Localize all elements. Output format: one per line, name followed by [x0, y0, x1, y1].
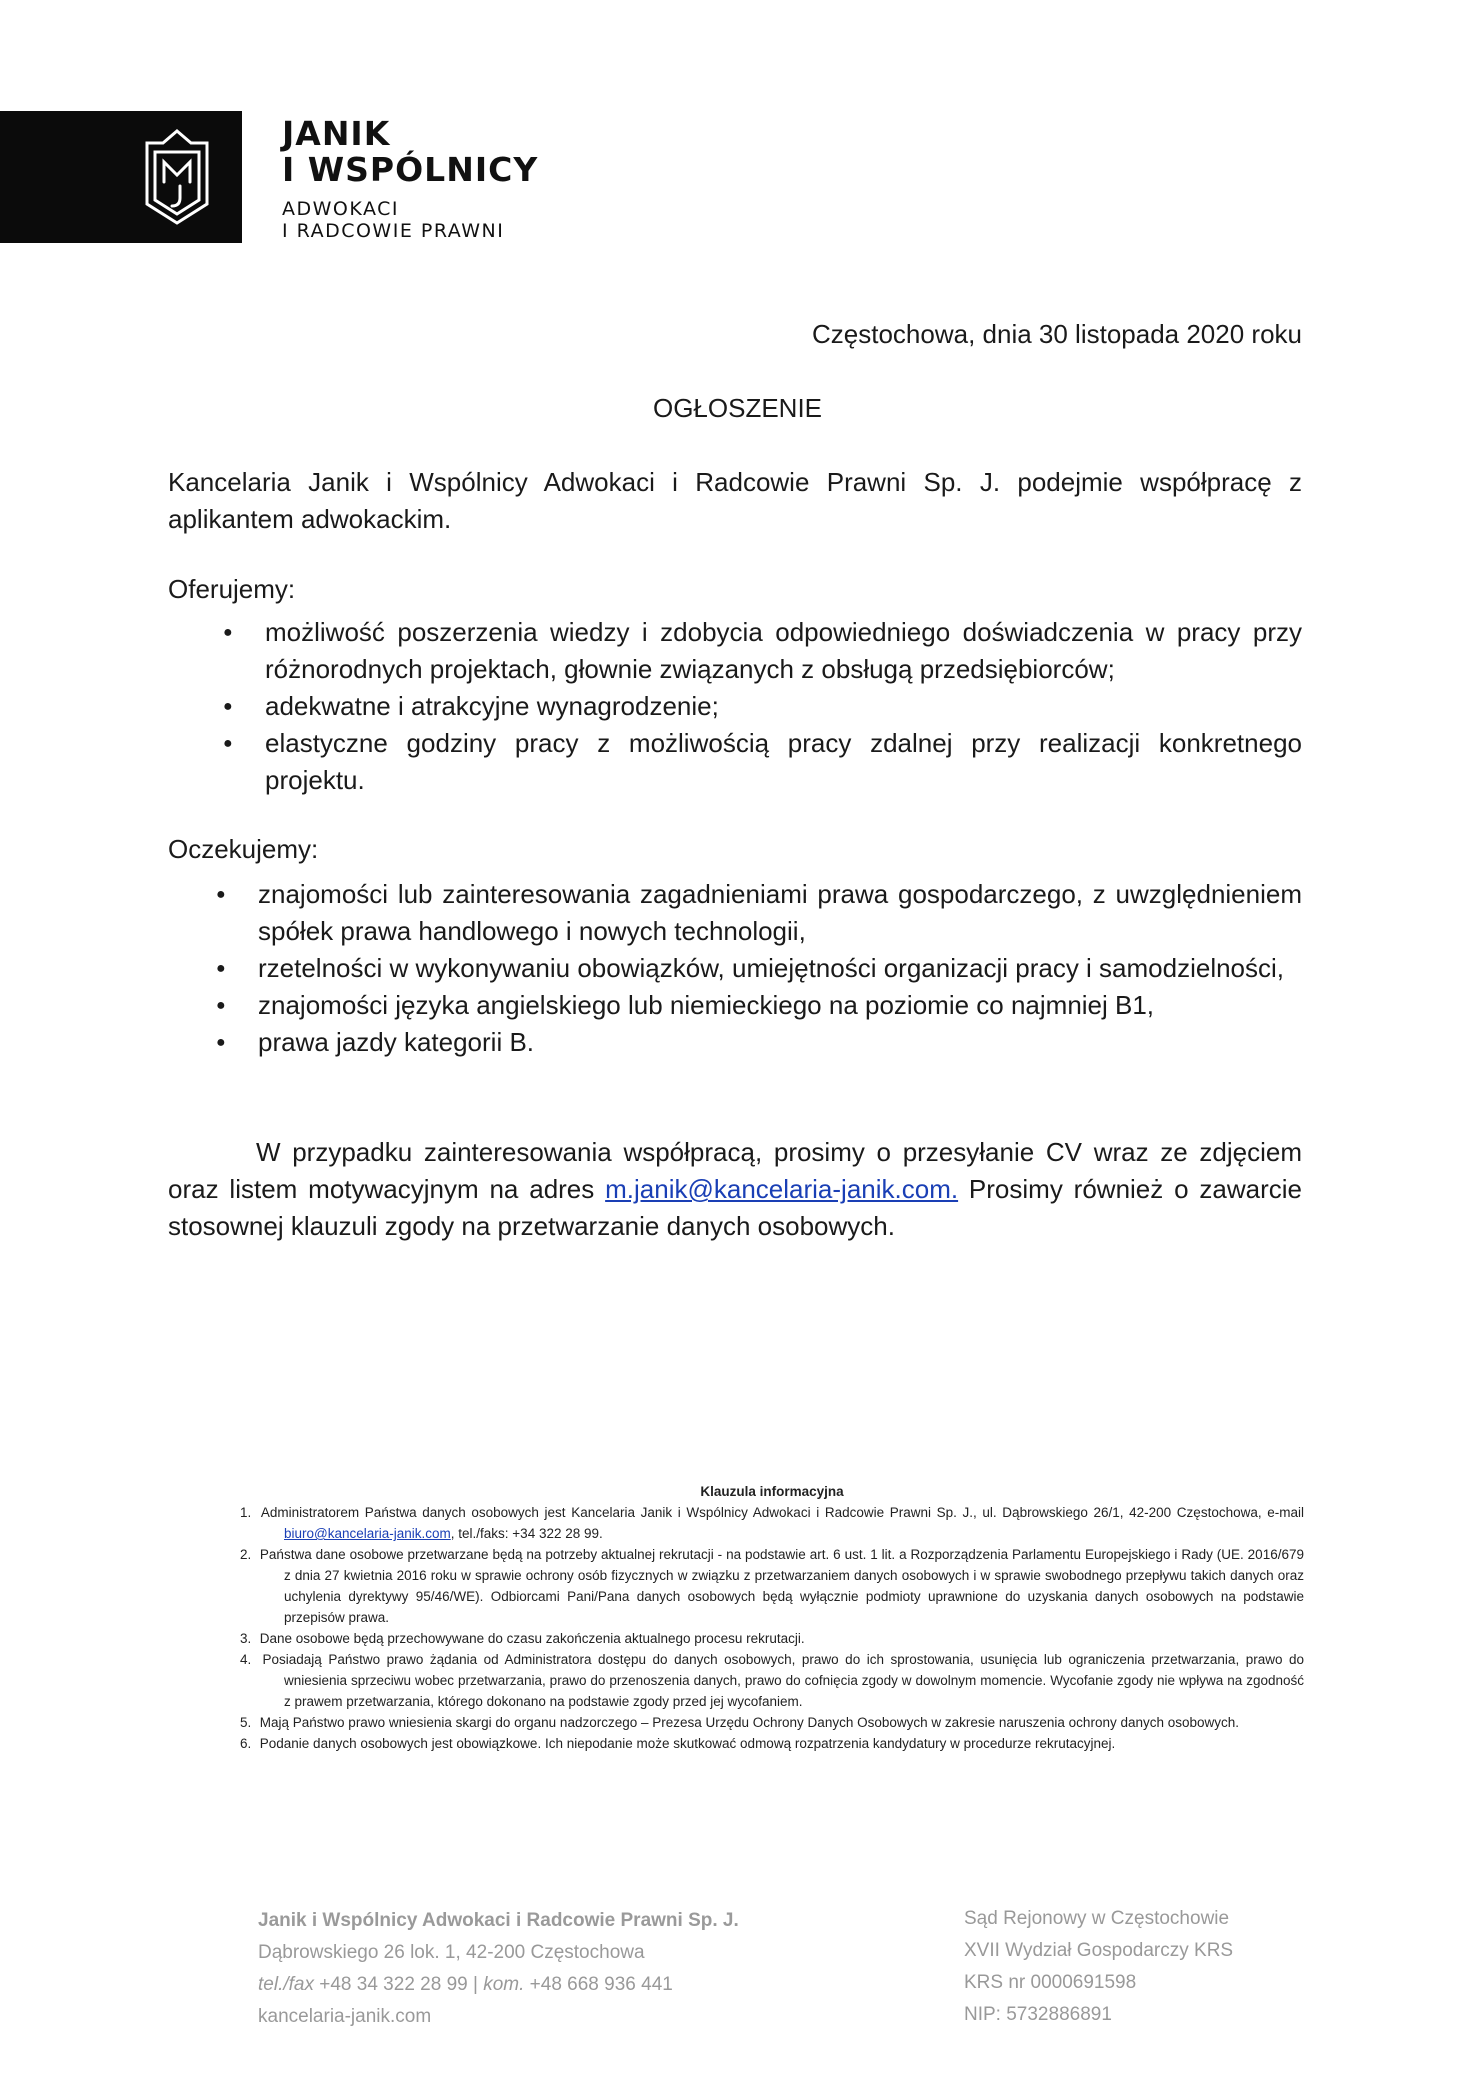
brand-name-line2: I WSPÓLNICY: [282, 150, 539, 189]
information-clause: [240, 1481, 1304, 1754]
footer-phones: tel./fax +48 34 322 28 99 | kom. +48 668 936 441: [258, 1974, 673, 1995]
list-item: ● rzetelności w wykonywaniu obowiązków, umiejętności organizacji pracy i samodzielności,: [258, 950, 1302, 987]
expectations-list: [258, 876, 1302, 1061]
closing-text-after: Prosimy również o zawarcie stosownej klauzuli zgody na przetwarzanie danych osobowych.: [168, 1174, 1302, 1241]
footer-division: XVII Wydział Gospodarczy KRS: [964, 1940, 1234, 1961]
clause-item: 3. Dane osobowe będą przechowywane do czasu zakończenia aktualnego procesu rekrutacji.: [240, 1631, 805, 1646]
contact-email-link[interactable]: m.janik@kancelaria-janik.com.: [605, 1174, 959, 1204]
brand: [282, 116, 538, 242]
clause-email-link[interactable]: biuro@kancelaria-janik.com: [284, 1526, 451, 1541]
brand-subtitle-line2: I RADCOWIE PRAWNI: [282, 220, 505, 242]
list-item: ● możliwość poszerzenia wiedzy i zdobycia odpowiedniego doświadczenia w pracy przy różnorodnych projektach, głownie związanych z obsługą przedsiębiorców;: [265, 614, 1302, 688]
clause-item: 1. Administratorem Państwa danych osobowych jest Kancelaria Janik i Wspólnicy Adwokaci i Radcowie Prawni Sp. J., ul. Dąbrowskiego 26/1, 42-200 Częstochowa, e-mail biuro@kancelaria-janik.com, tel./faks: +34 322 28 99.: [240, 1505, 1304, 1541]
closing-paragraph: [168, 1134, 1302, 1245]
clause-item: 4. Posiadają Państwo prawo żądania od Administratora dostępu do danych osobowych, prawo do ich sprostowania, usunięcia lub ograniczenia przetwarzania, prawo do wniesienia sprzeciwu wobec przetwarzania, prawo do przenoszenia danych, prawo do cofnięcia zgody w dowolnym momencie. Wycofanie zgody nie wpływa na zgodność z prawem przetwarzania, którego dokonano na podstawie zgody przed jej wycofaniem.: [240, 1652, 1304, 1709]
clause-item: 6. Podanie danych osobowych jest obowiązkowe. Ich niepodanie może skutkować odmową rozpatrzenia kandydatury w procedurze rekrutacyjnej.: [240, 1736, 1116, 1751]
list-item: ● adekwatne i atrakcyjne wynagrodzenie;: [265, 688, 1302, 725]
clause-item: 5. Mają Państwo prawo wniesienia skargi do organu nadzorczego – Prezesa Urzędu Ochrony Danych Osobowych w zakresie naruszenia ochrony danych osobowych.: [240, 1715, 1240, 1730]
offers-list: [265, 614, 1302, 799]
brand-subtitle-line1: ADWOKACI: [282, 198, 400, 220]
footer-website-link[interactable]: kancelaria-janik.com: [258, 2006, 432, 2027]
offers-heading: Oferujemy:: [168, 574, 296, 604]
clause-title: Klauzula informacyjna: [700, 1484, 844, 1499]
brand-name-line1: JANIK: [282, 114, 391, 153]
footer-contact: [258, 1905, 739, 2033]
intro-paragraph: Kancelaria Janik i Wspólnicy Adwokaci i Radcowie Prawni Sp. J. podejmie współpracę z aplikantem adwokackim.: [168, 467, 1302, 534]
list-item: ● znajomości języka angielskiego lub niemieckiego na poziomie co najmniej B1,: [258, 987, 1302, 1024]
footer-court: Sąd Rejonowy w Częstochowie: [964, 1908, 1230, 1929]
footer-nip: NIP: 5732886891: [964, 2004, 1112, 2025]
list-item: ● prawa jazdy kategorii B.: [258, 1024, 1302, 1061]
footer-krs: KRS nr 0000691598: [964, 1972, 1137, 1993]
closing-text-before: W przypadku zainteresowania współpracą, prosimy o przesyłanie CV wraz ze zdjęciem oraz listem motywacyjnym na adres: [168, 1137, 1302, 1204]
law-firm-logo-icon: [144, 128, 210, 226]
document-title: OGŁOSZENIE: [652, 393, 823, 423]
list-item: ● elastyczne godziny pracy z możliwością pracy zdalnej przy realizacji konkretnego projektu.: [265, 725, 1302, 799]
list-item: ● znajomości lub zainteresowania zagadnieniami prawa gospodarczego, z uwzględnieniem spółek prawa handlowego i nowych technologii,: [258, 876, 1302, 950]
footer-address: Dąbrowskiego 26 lok. 1, 42-200 Częstochowa: [258, 1942, 645, 1963]
clause-item: 2. Państwa dane osobowe przetwarzane będą na potrzeby aktualnej rekrutacji - na podstawie art. 6 ust. 1 lit. a Rozporządzenia Parlamentu Europejskiego i Rady (UE. 2016/679 z dnia 27 kwietnia 2016 roku w sprawie ochrony osób fizycznych w związku z przetwarzaniem danych osobowych i w sprawie swobodnego przepływu takich danych oraz uchylenia dyrektywy 95/46/WE). Odbiorcami Pani/Pana danych osobowych będą wyłącznie podmioty uprawnione do uzyskania danych osobowych na podstawie przepisów prawa.: [240, 1547, 1304, 1625]
footer-registry: [964, 1903, 1233, 2031]
document-date: Częstochowa, dnia 30 listopada 2020 roku: [812, 319, 1302, 349]
expectations-heading: Oczekujemy:: [168, 834, 319, 864]
footer-company: Janik i Wspólnicy Adwokaci i Radcowie Prawni Sp. J.: [258, 1910, 739, 1931]
